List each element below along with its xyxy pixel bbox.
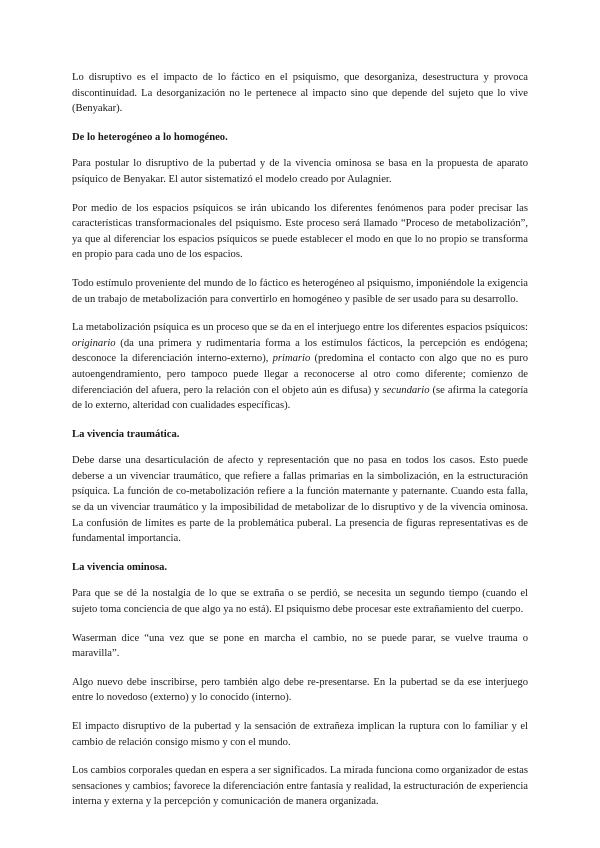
paragraph-espacios-psiquicos: Por medio de los espacios psíquicos se irán ubicando los diferentes fenómenos para poder precisar las características transformacionales del psiquismo. Este proceso será llamado “Proceso de metabolización”, ya que al diferenciar los espacios psíquicos se puede establecer el modo en que lo no propio se transforma en propio para cada uno de los espacios. [72,202,528,261]
metabolizacion-text-a: La metabolización psíquica es un proceso que se da en el interjuego entre los diferentes espacios psíquicos: [72,322,528,334]
paragraph-impacto-disruptivo: El impacto disruptivo de la pubertad y la sensación de extrañeza implican la ruptura con lo familiar y el cambio de relación consigo mismo y con el mundo. [72,721,528,748]
metabolizacion-text-b: (da una primera y rudimentaria forma a los estímulos fácticos, la percepción es endógena; desconoce la diferenciación interno-externo), [72,337,528,365]
paragraph-estimulo-factico: Todo estímulo proveniente del mundo de lo fáctico es heterogéneo al psiquismo, imponiéndole la exigencia de un trabajo de metabolización para convertirlo en homogéneo y pasible de ser usado para su desarrollo. [72,277,528,305]
metabolizacion-text-c: (predomina el contacto con algo que no es puro autoengendramiento, pero tampoco puede llegar a reconocerse al otro como diferente; comienzo de diferenciación del afuera, pero la relación con el objeto aún es difusa) y [72,353,528,396]
metabolizacion-text-d: (se afirma la categoría de lo externo, alteridad con cualidades específicas). [72,384,528,412]
term-primario: primario [272,353,311,365]
paragraph-nostalgia: Para que se dé la nostalgia de lo que se extraña o se perdió, se necesita un segundo tiempo (cuando el sujeto toma conciencia de que algo ya no está). El psiquismo debe procesar este extrañamiento del cuerpo. [72,588,528,616]
paragraph-inscribirse: Algo nuevo debe inscribirse, pero también algo debe re-presentarse. En la pubertad se da ese interjuego entre lo novedoso (externo) y lo conocido (interno). [72,676,528,704]
paragraph-aparato-psiquico: Para postular lo disruptivo de la pubertad y de la vivencia ominosa se basa en la propuesta de aparato psíquico de Benyakar. El autor sistematizó el modelo creado por Aulagnier. [72,158,528,185]
section-heading-ominosa: La vivencia ominosa. [72,561,168,573]
term-originario: originario [72,337,116,349]
paragraph-waserman-quote: Waserman dice “una vez que se pone en marcha el cambio, no se puede parar, se vuelve trauma o maravilla”. [72,632,528,660]
paragraph-metabolizacion [72,320,528,414]
paragraph-desarticulacion: Debe darse una desarticulación de afecto y representación que no pasa en todos los casos. Esto puede deberse a un vivenciar traumático, que refiere a fallas primarias en la simbolización, en la estructuración psíquica. La función de co-metabolización refiere a la función maternante y paternante. Cuando esta falla, se da un vivenciar traumático y la imposibilidad de metabolizar de lo disruptivo y de la vivencia ominosa. La confusión de límites es parte de la problemática puberal. La presencia de figuras representativas es de fundamental importancia. [72,455,528,545]
term-secundario: secundario [382,384,430,396]
section-heading-heterogeneo: De lo heterogéneo a lo homogéneo. [72,131,228,143]
section-heading-traumatica: La vivencia traumática. [72,428,180,440]
paragraph-cambios-corporales: Los cambios corporales quedan en espera a ser significados. La mirada funciona como organizador de estas sensaciones y cambios; favorece la diferenciación entre fantasía y realidad, la estructuración de experiencia interna y externa y la percepción y comunicación de manera organizada. [72,765,528,808]
intro-paragraph: Lo disruptivo es el impacto de lo fáctico en el psiquismo, que desorganiza, desestructura y provoca discontinuidad. La desorganización no le pertenece al impacto sino que depende del sujeto que lo vive (Benyakar). [72,72,528,115]
